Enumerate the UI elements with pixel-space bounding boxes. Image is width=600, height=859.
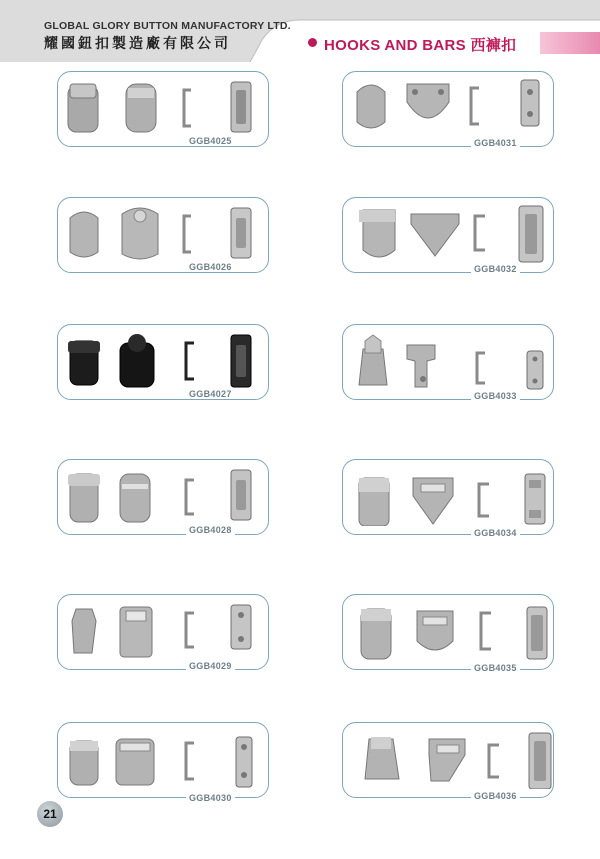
- product-image: [64, 78, 264, 138]
- product-image: [349, 331, 553, 391]
- product-card[interactable]: [342, 324, 554, 400]
- accent-bar: [540, 32, 600, 54]
- company-name-zh: 耀國鈕扣製造廠有限公司: [44, 36, 231, 52]
- product-code: GGB4033: [471, 391, 520, 401]
- product-card[interactable]: [342, 71, 554, 147]
- product-card[interactable]: [57, 722, 269, 803]
- product-image: [64, 601, 264, 661]
- section-title: [310, 34, 516, 55]
- product-image: [349, 204, 553, 264]
- product-image: [349, 729, 553, 789]
- product-code: GGB4031: [471, 138, 520, 148]
- section-title-en: HOOKS AND BARS: [324, 37, 466, 54]
- product-code: GGB4035: [471, 663, 520, 673]
- product-code: GGB4034: [471, 528, 520, 538]
- product-card[interactable]: [342, 722, 554, 801]
- product-code: GGB4025: [186, 136, 235, 146]
- page-number: 21: [37, 801, 63, 827]
- product-card[interactable]: [57, 459, 269, 535]
- product-card[interactable]: [342, 197, 554, 273]
- product-code: GGB4036: [471, 791, 520, 801]
- product-code: GGB4027: [186, 389, 235, 399]
- product-code: GGB4029: [186, 661, 235, 671]
- product-code: GGB4028: [186, 525, 235, 535]
- product-image: [349, 78, 553, 138]
- product-card[interactable]: [342, 459, 554, 538]
- product-card[interactable]: [342, 594, 554, 673]
- page-header: [0, 0, 600, 62]
- product-card[interactable]: [57, 594, 269, 670]
- product-image: [349, 601, 553, 661]
- product-card[interactable]: [57, 197, 269, 273]
- product-card[interactable]: [57, 324, 269, 400]
- product-image: [64, 466, 264, 526]
- product-code: GGB4032: [471, 264, 520, 274]
- product-card[interactable]: [57, 71, 269, 147]
- section-title-zh: 西褲扣: [470, 36, 517, 54]
- product-image: [64, 729, 264, 789]
- product-image: [64, 204, 264, 264]
- product-code: GGB4030: [186, 793, 235, 803]
- product-code: GGB4026: [186, 262, 235, 272]
- company-name-en: GLOBAL GLORY BUTTON MANUFACTORY LTD.: [44, 20, 291, 32]
- product-image: [349, 466, 553, 526]
- product-image: [64, 331, 264, 391]
